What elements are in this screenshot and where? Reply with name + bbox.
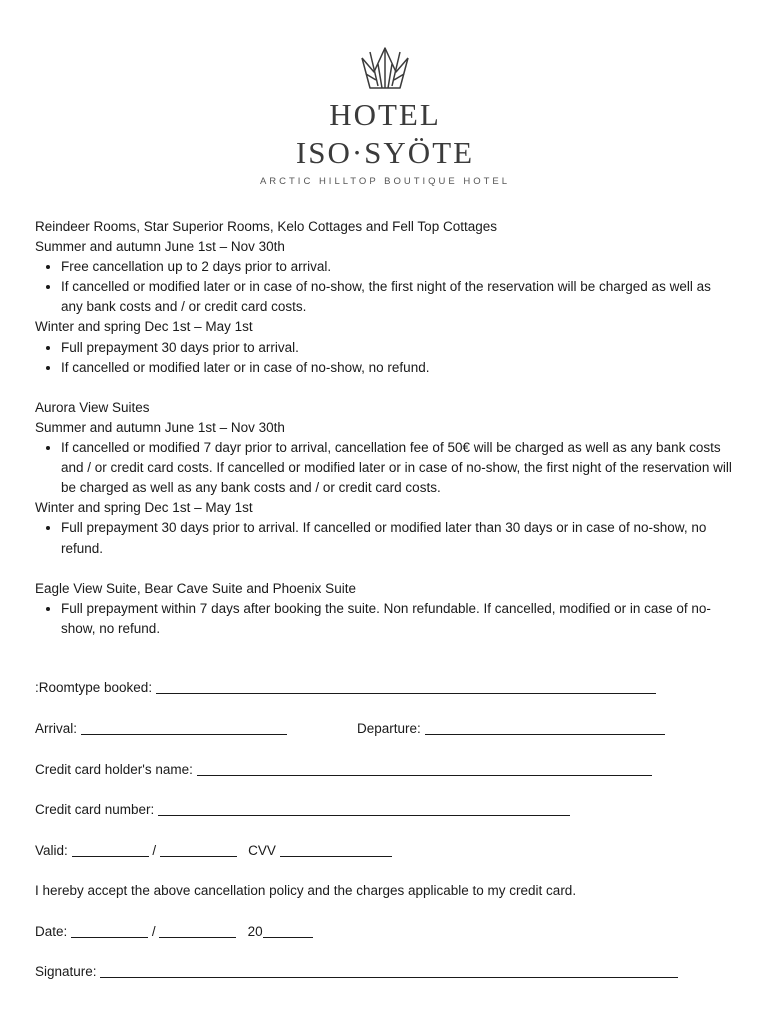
- holder-row: [35, 762, 652, 777]
- season-label: Winter and spring Dec 1st – May 1st: [35, 319, 253, 335]
- cvv-field[interactable]: [280, 843, 392, 857]
- date-month-field[interactable]: [159, 924, 236, 938]
- policy-item: • Full prepayment within 7 days after booking the suite. Non refundable. If cancelled, modified or in case of no-show, no refund.: [61, 599, 735, 639]
- policy-item: • If cancelled or modified later or in case of no-show, the first night of the reservation will be charged as well as any bank costs and / or credit card costs.: [61, 277, 735, 317]
- acceptance-text: I hereby accept the above cancellation policy and the charges applicable to my credit card.: [35, 883, 577, 898]
- hotel-tagline: ARCTIC HILLTOP BOUTIQUE HOTEL: [259, 176, 511, 187]
- valid-label: Valid:: [35, 843, 68, 858]
- valid-month-field[interactable]: [72, 843, 149, 857]
- departure-field[interactable]: [425, 721, 665, 735]
- acceptance-row: [35, 883, 576, 898]
- section-title: Eagle View Suite, Bear Cave Suite and Phoenix Suite: [35, 580, 356, 596]
- season-label: Winter and spring Dec 1st – May 1st: [35, 500, 253, 516]
- signature-field[interactable]: [100, 964, 678, 978]
- date-day-field[interactable]: [71, 924, 148, 938]
- cvv-label: CVV: [248, 843, 276, 858]
- date-year-field[interactable]: [263, 924, 313, 938]
- holder-label: Credit card holder's name:: [35, 762, 193, 777]
- section-title: Reindeer Rooms, Star Superior Rooms, Kelo Cottages and Fell Top Cottages: [35, 219, 497, 234]
- policy-list: [35, 338, 735, 378]
- year-prefix: 20: [247, 924, 263, 939]
- roomtype-row: [35, 680, 656, 695]
- policy-list: [35, 518, 735, 558]
- policy-list: [35, 438, 735, 498]
- hotel-header: [0, 46, 770, 187]
- valid-year-field[interactable]: [160, 843, 237, 857]
- arrival-label: Arrival:: [35, 721, 78, 736]
- slash-separator: /: [152, 843, 157, 858]
- departure-row: [357, 721, 665, 736]
- season-label: Summer and autumn June 1st – Nov 30th: [35, 239, 285, 255]
- policy-item: • If cancelled or modified later or in case of no-show, no refund.: [61, 358, 735, 378]
- departure-label: Departure:: [357, 721, 421, 736]
- date-label: Date:: [35, 924, 68, 939]
- cancellation-policy: [35, 217, 735, 639]
- card-number-field[interactable]: [158, 802, 570, 816]
- valid-row: [35, 843, 392, 858]
- policy-list: [35, 599, 735, 639]
- card-number-label: Credit card number:: [35, 802, 155, 817]
- season-label: Summer and autumn June 1st – Nov 30th: [35, 419, 285, 435]
- policy-item: • Full prepayment 30 days prior to arrival. If cancelled or modified later than 30 days or in case of no-show, no refund.: [61, 518, 735, 558]
- crown-leaves-icon: [358, 46, 412, 94]
- hotel-name-line1: HOTEL: [329, 97, 441, 132]
- date-row: [35, 924, 313, 939]
- arrival-field[interactable]: [81, 721, 287, 735]
- holder-field[interactable]: [197, 762, 652, 776]
- policy-list: [35, 257, 735, 317]
- policy-item: • Free cancellation up to 2 days prior to arrival.: [61, 257, 735, 277]
- hotel-name-line2: ISO·SYÖTE: [295, 135, 475, 170]
- signature-row: [35, 964, 678, 979]
- roomtype-field[interactable]: [156, 680, 656, 694]
- section-title: Aurora View Suites: [35, 399, 150, 415]
- roomtype-label: :Roomtype booked:: [35, 680, 153, 695]
- policy-item: • Full prepayment 30 days prior to arrival.: [61, 338, 735, 358]
- slash-separator: /: [151, 924, 156, 939]
- card-number-row: [35, 802, 570, 817]
- policy-item: • If cancelled or modified 7 dayr prior to arrival, cancellation fee of 50€ will be charged as well as any bank costs and / or credit card costs. If cancelled or modified later or in case of no-show, the first night of the reservation will be charged as well as any bank costs and / or credit card costs.: [61, 438, 735, 498]
- arrival-row: [35, 721, 287, 736]
- signature-label: Signature:: [35, 964, 97, 979]
